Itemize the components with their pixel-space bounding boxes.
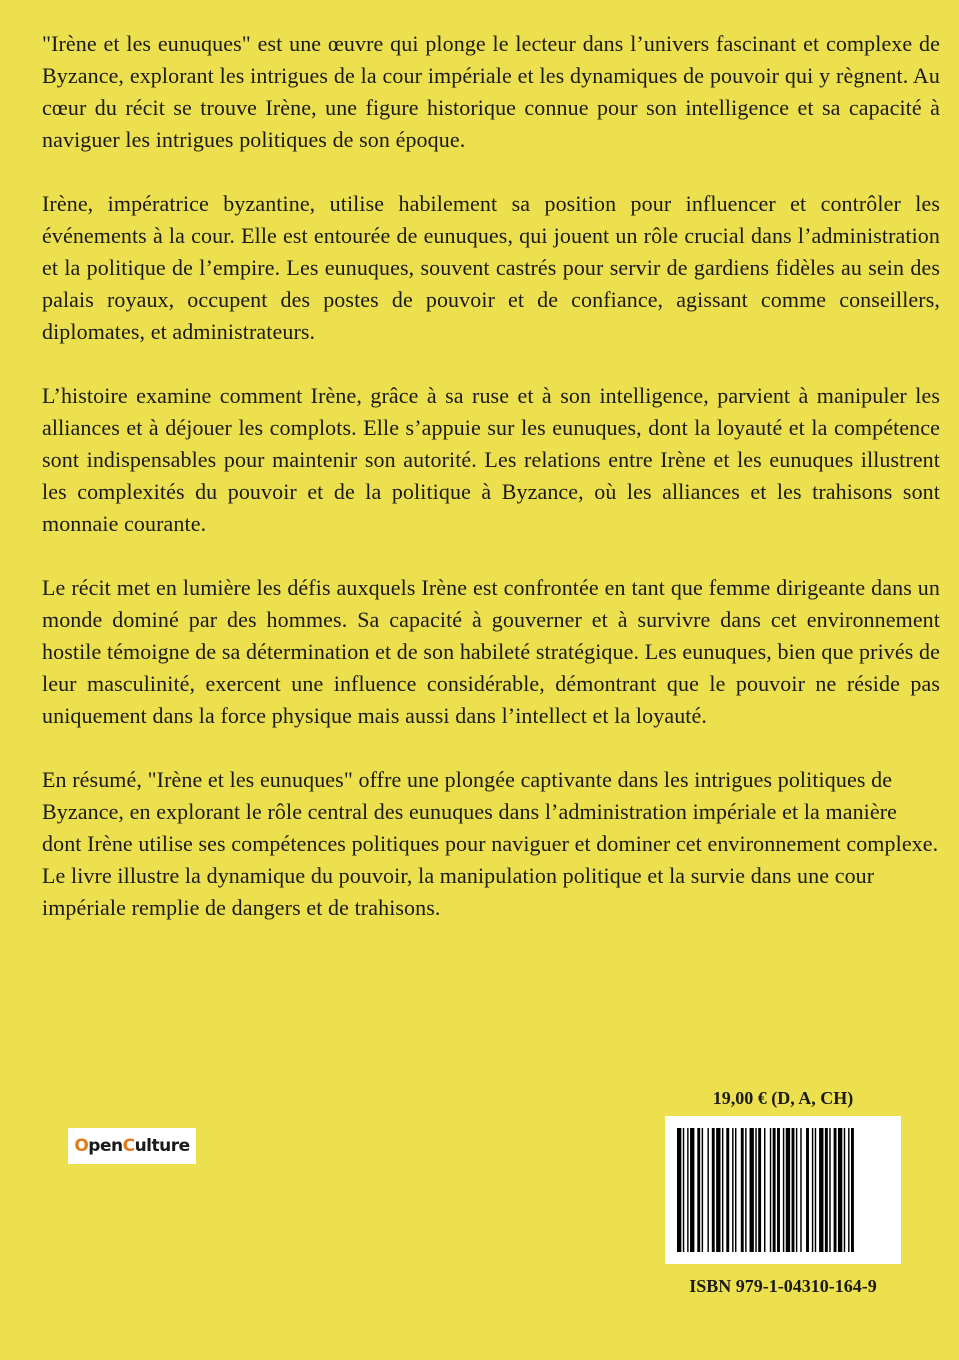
barcode-bar (851, 1128, 854, 1252)
barcode-bar (732, 1128, 733, 1252)
price-label: 19,00 € (D, A, CH) (712, 1088, 854, 1108)
barcode-bar (806, 1128, 809, 1252)
barcode-bar (712, 1128, 715, 1252)
barcode-bars-icon (677, 1128, 889, 1252)
barcode-bar (773, 1128, 776, 1252)
barcode-bar (683, 1128, 684, 1252)
barcode-bar (812, 1128, 813, 1252)
barcode-bar (690, 1128, 694, 1252)
barcode-bar (777, 1128, 780, 1252)
barcode-bar (687, 1128, 688, 1252)
logo-letter-c: C (122, 1136, 135, 1156)
barcode-bar (819, 1128, 823, 1252)
barcode-bar (783, 1128, 784, 1252)
logo-letter-o: O (74, 1136, 89, 1156)
barcode-bar (800, 1128, 801, 1252)
barcode-bar (735, 1128, 736, 1252)
publisher-logo (68, 1128, 196, 1164)
barcode-bar (707, 1128, 708, 1252)
description-paragraph-3: L’histoire examine comment Irène, grâce à sa ruse et à son intelligence, parvient à manipuler les alliances et à déjouer les complots. Elle s’appuie sur les eunuques, dont la loyauté et la compétence sont indispensables pour maintenir son autorité. Les relations entre Irène et les eunuques illustrent les complexités du pouvoir et de la politique à Byzance, où les alliances et les trahisons sont monnaie courante. (42, 383, 940, 536)
barcode-bar (838, 1128, 842, 1252)
barcode-bar (825, 1128, 828, 1252)
barcode-bar (815, 1128, 816, 1252)
description-paragraph-5: En résumé, "Irène et les eunuques" offre une plongée captivante dans les intrigues politiques de Byzance, en explorant le rôle central des eunuques dans l’administration impériale et la manière dont Irène utilise ses compétences politiques pour naviguer et dominer cet environnement complexe. Le livre illustre la dynamique du pouvoir, la manipulation politique et la survie dans une cour impériale remplie de dangers et de trahisons. (42, 767, 939, 920)
back-cover-description (42, 28, 940, 956)
isbn-label: ISBN 979-1-04310-164-9 (689, 1276, 877, 1296)
barcode-bar (792, 1128, 795, 1252)
description-paragraph-4: Le récit met en lumière les défis auxquels Irène est confrontée en tant que femme dirigeante dans un monde dominé par des hommes. Sa capacité à gouverner et à survivre dans cet environnement hostile témoigne de sa détermination et de son habileté stratégique. Les eunuques, bien que privés de leur masculinité, exercent une influence considérable, démontrant que le pouvoir ne réside pas uniquement dans la force physique mais aussi dans l’intellect et la loyauté. (42, 575, 940, 728)
barcode-bar (722, 1128, 723, 1252)
barcode-bar (750, 1128, 754, 1252)
barcode-bar (745, 1128, 746, 1252)
barcode-bar (770, 1128, 771, 1252)
barcode-bar (758, 1128, 761, 1252)
barcode-bar (786, 1128, 790, 1252)
logo-text-ulture: ulture (134, 1136, 190, 1156)
description-paragraph-2: Irène, impératrice byzantine, utilise habilement sa position pour influencer et contrôler les événements à la cour. Elle est entourée de eunuques, qui jouent un rôle crucial dans l’administration et la politique de l’empire. Les eunuques, souvent castrés pour servir de gardiens fidèles au sein des palais royaux, occupent des postes de pouvoir et de confiance, agissant comme conseillers, diplomates, et administrateurs. (42, 191, 940, 344)
barcode-bar (697, 1128, 700, 1252)
barcode-bar (755, 1128, 756, 1252)
barcode-bar (677, 1128, 681, 1252)
barcode (665, 1116, 901, 1264)
description-paragraph-1: "Irène et les eunuques" est une œuvre qui plonge le lecteur dans l’univers fascinant et complexe de Byzance, explorant les intrigues de la cour impériale et les dynamiques de pouvoir qui y règnent. Au cœur du récit se trouve Irène, une figure historique connue pour son intelligence et sa capacité à naviguer les intrigues politiques de son époque. (42, 31, 940, 152)
barcode-bar (829, 1128, 830, 1252)
barcode-bar (702, 1128, 703, 1252)
barcode-bar (834, 1128, 837, 1252)
barcode-bar (764, 1128, 765, 1252)
barcode-bar (844, 1128, 845, 1252)
barcode-bar (726, 1128, 729, 1252)
barcode-bar (741, 1128, 744, 1252)
barcode-bar (796, 1128, 797, 1252)
logo-text-pen: pen (88, 1136, 123, 1156)
barcode-bar (848, 1128, 849, 1252)
barcode-bar (716, 1128, 720, 1252)
